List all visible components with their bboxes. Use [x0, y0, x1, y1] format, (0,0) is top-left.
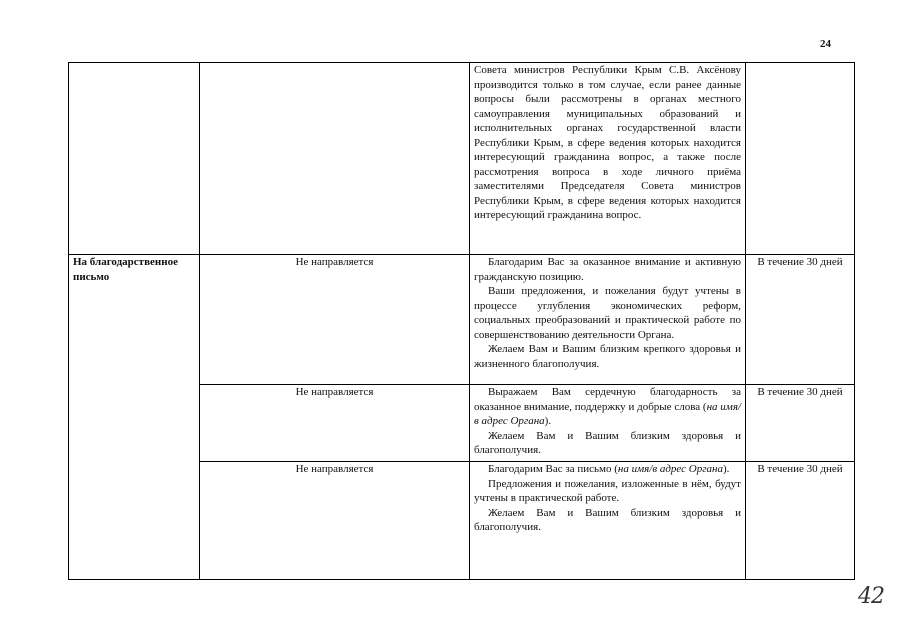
handwritten-page-mark: 42 [858, 584, 884, 609]
response-text-cell [470, 63, 746, 255]
response-paragraph: Предложения и пожелания, изложенные в нём, будут учтены в практической работе. [474, 477, 741, 504]
response-paragraph: Ваши предложения, и пожелания будут учтены в процессе углубления экономических реформ, социальных преобразований и практической работе по совершенствованию деятельности Органа. [474, 285, 741, 341]
response-text-cell [470, 385, 746, 462]
term-cell [746, 63, 855, 255]
italic-placeholder: на имя/в адрес Органа [617, 463, 723, 475]
response-text-cell [470, 255, 746, 385]
response-paragraph: Совета министров Республики Крым С.В. Аксёнову производится только в том случае, если ранее данные вопросы были рассмотрены в органах местного самоуправления муниципальных образований и исполнительных органах государственной власти Республики Крым, в сфере ведения которых находится интересующий гражданина вопрос, а также после рассмотрения вопроса в ходе личного приёма заместителями Председателя Совета министров Республики Крым, в сфере ведения которых находится интересующий гражданина вопрос. [474, 64, 741, 221]
table-row [69, 255, 855, 385]
response-paragraph: Желаем Вам и Вашим близким крепкого здоровья и жизненного благополучия. [474, 343, 741, 370]
text-span: ). [544, 415, 552, 427]
response-paragraph: Желаем Вам и Вашим близким здоровья и благополучия. [474, 429, 741, 456]
response-templates-table [68, 62, 855, 580]
response-paragraph: Желаем Вам и Вашим близким здоровья и благополучия. [474, 506, 741, 533]
italic-placeholder: на имя/в адрес Органа [474, 400, 741, 427]
category-cell: На благодарственное письмо [69, 255, 200, 580]
term-cell: В течение 30 дней [746, 255, 855, 385]
direction-cell: Не направляется [200, 462, 470, 580]
direction-cell: Не направляется [200, 385, 470, 462]
category-cell [69, 63, 200, 255]
text-span: ). [722, 463, 730, 475]
page-number: 24 [820, 38, 831, 50]
table-row [69, 63, 855, 255]
response-paragraph [474, 462, 741, 477]
direction-cell: Не направляется [200, 255, 470, 385]
term-cell: В течение 30 дней [746, 462, 855, 580]
response-paragraph [474, 385, 741, 429]
text-span: Благодарим Вас за письмо ( [488, 463, 618, 475]
response-paragraph: Благодарим Вас за оказанное внимание и активную гражданскую позицию. [474, 256, 741, 283]
direction-cell [200, 63, 470, 255]
response-text-cell [470, 462, 746, 580]
text-span: Выражаем Вам сердечную благодарность за оказанное внимание, поддержку и добрые слова ( [474, 386, 741, 413]
term-cell: В течение 30 дней [746, 385, 855, 462]
